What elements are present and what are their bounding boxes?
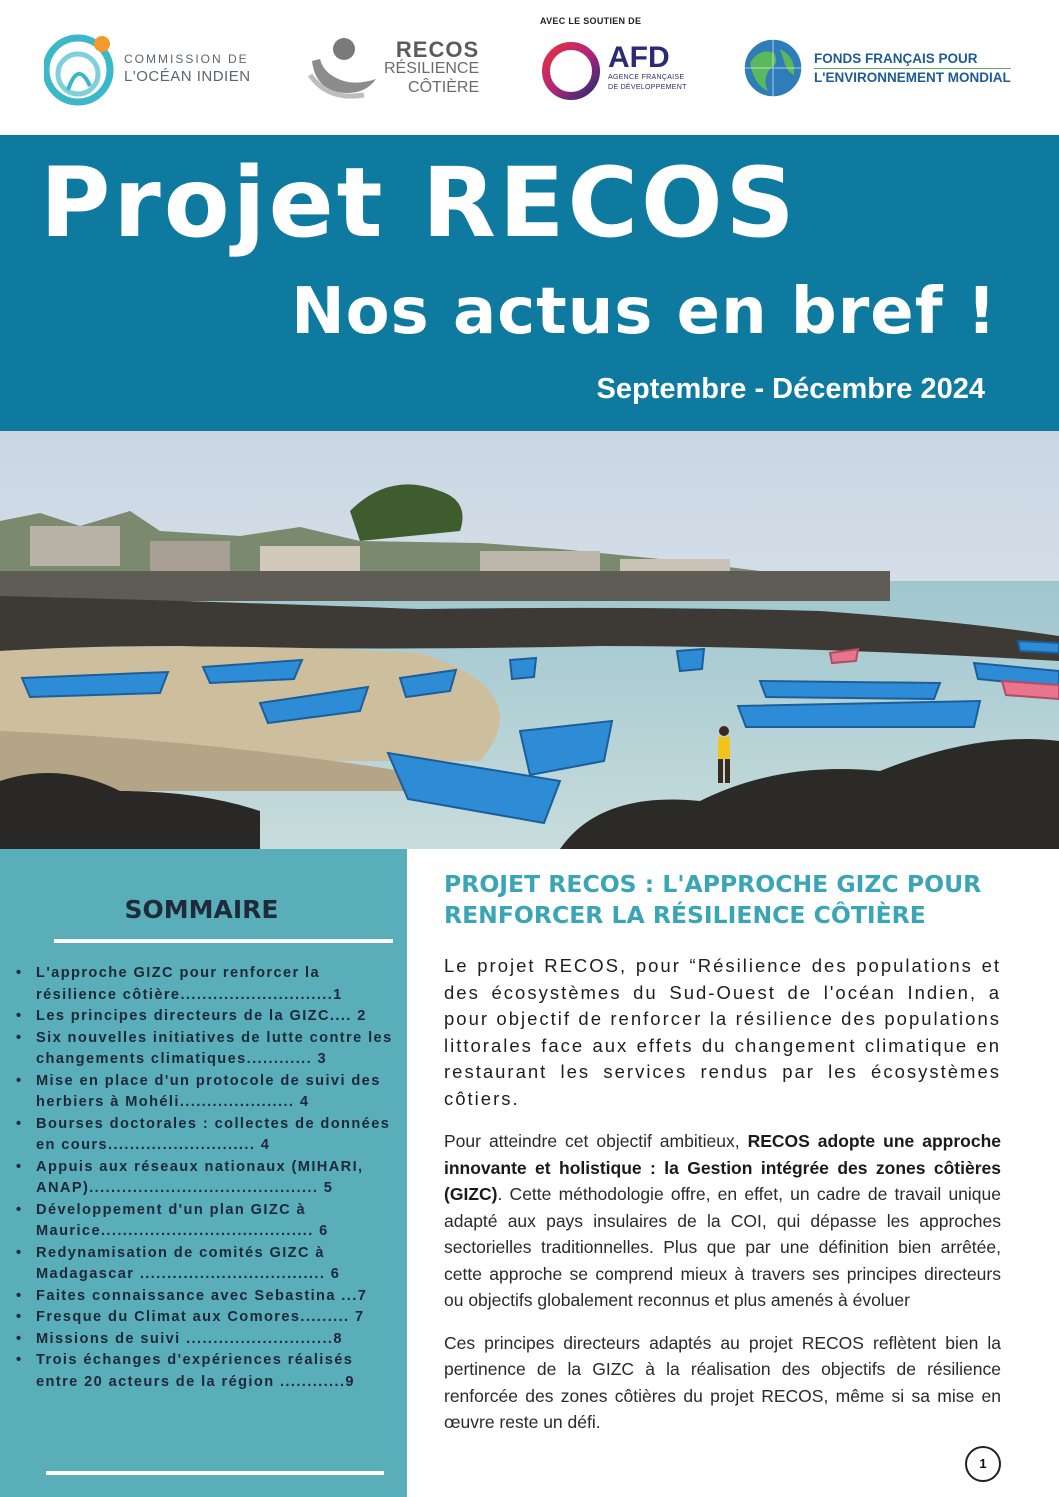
article-paragraph-3: Ces principes directeurs adaptés au projet RECOS reflètent bien la pertinence de la GIZC à la réalisation des objectifs de résilience renforcée des zones côtières du projet RECOS, même si sa mise en œuvre reste un défi. [444,1332,1001,1432]
sommaire-item[interactable] [14,1243,398,1286]
sommaire-item[interactable] [14,1307,398,1329]
afd-name: AFD [608,41,670,74]
recos-tagline-1: RÉSILIENCE [384,59,480,77]
sommaire-list [14,963,398,1393]
coi-emblem-icon [44,30,116,106]
coastal-boats-photo [0,431,1059,849]
coi-logo [44,18,251,118]
afd-ring-icon [538,35,604,101]
sommaire-item-label: Bourses doctorales : collectes de données en cours........................... 4 [36,1115,391,1153]
afd-logo [538,18,687,118]
recos-emblem-icon [308,35,378,101]
paragraph-2-start: Pour atteindre cet objectif ambitieux, [444,1131,748,1151]
bullet-icon: • [16,1352,23,1368]
sommaire-title: SOMMAIRE [124,895,279,924]
sommaire-item[interactable] [14,1006,398,1028]
sommaire-item-label: Faites connaissance avec Sebastina ...7 [36,1287,368,1304]
paragraph-2-end: . Cette méthodologie offre, en effet, un cadre de travail unique adapté aux pays insulaires de la COI, qui dépasse les approches sectorielles traditionnelles. Plus que par une définition bien arrêtée, cette approche se comprend mieux à travers ses principes directeurs ou objectifs globalement reconnus et plus amenés à évoluer [444,1184,1001,1310]
period-label: Septembre - Décembre 2024 [596,373,985,405]
sommaire-item-label: Mise en place d'un protocole de suivi des herbiers à Mohéli..................... 4 [36,1072,381,1110]
bullet-icon: • [16,1244,23,1261]
bullet-icon: • [16,1008,23,1024]
sommaire-item[interactable] [14,1071,398,1114]
sommaire-item-label: Fresque du Climat aux Comores......... 7 [36,1309,365,1325]
bullet-icon: • [16,1029,23,1046]
bullet-icon: • [16,1072,23,1089]
ffem-globe-icon [740,35,806,101]
bullet-icon: • [16,1309,23,1325]
ffem-line2: L'ENVIRONNEMENT MONDIAL [814,69,1011,85]
article-lead-paragraph: Le projet RECOS, pour “Résilience des populations et des écosystèmes du Sud-Ouest de l'océan Indien, a pour objectif de renforcer la résilience des populations littorales face aux effets du changement climatique en restaurant les services rendus par les écosystèmes côtiers. [444,955,1001,1109]
sommaire-item-label: Les principes directeurs de la GIZC.... 2 [36,1008,367,1024]
bullet-icon: • [16,1201,23,1218]
page-title: Projet RECOS [40,147,798,259]
sommaire-item[interactable] [14,1028,398,1071]
sommaire-item[interactable] [14,1286,398,1308]
afd-support-label: AVEC LE SOUTIEN DE [540,16,642,26]
bullet-icon: • [16,1330,23,1347]
ffem-logo [740,18,1011,118]
bullet-icon: • [16,1287,23,1304]
recos-logo [308,18,479,118]
coi-name-line1: COMMISSION DE [124,52,249,66]
recos-tagline-2: CÔTIÈRE [408,78,480,96]
sommaire-item-label: Trois échanges d'expériences réalisés entre 20 acteurs de la région ............9 [36,1352,355,1390]
afd-line2: DE DÉVELOPPEMENT [608,84,687,91]
sommaire-item[interactable] [14,1200,398,1243]
coi-name-line2: L'OCÉAN INDIEN [124,68,251,85]
bullet-icon: • [16,1158,23,1175]
ffem-line1: FONDS FRANÇAIS POUR [814,50,978,66]
title-band [0,135,1059,431]
sommaire-item-label: Missions de suivi ...........................8 [36,1330,343,1347]
recos-name: RECOS [395,36,480,62]
afd-line1: AGENCE FRANÇAISE [608,74,685,81]
sommaire-item-label: L'approche GIZC pour renforcer la résilience côtière............................1 [36,965,343,1003]
article-title: PROJET RECOS : L'APPROCHE GIZC POUR RENFORCER LA RÉSILIENCE CÔTIÈRE [444,870,982,929]
sommaire-item[interactable] [14,1350,398,1393]
bullet-icon: • [16,965,23,981]
sommaire-bottom-divider [46,1471,384,1475]
page-subtitle: Nos actus en bref ! [291,275,997,349]
sommaire-item-label: Redynamisation de comités GIZC à Madagascar .................................. 6 [36,1244,341,1282]
paragraph-2-emphasis: RECOS adopte une approche innovante et holistique : la Gestion intégrée des zones côtières (GIZC) [444,1131,1001,1204]
page-number: 1 [965,1446,1001,1482]
sommaire-item-label: Six nouvelles initiatives de lutte contre les changements climatiques............ 3 [36,1029,393,1067]
sommaire-item-label: Appuis aux réseaux nationaux (MIHARI, ANAP).......................................... 5 [36,1158,364,1196]
sommaire-item[interactable] [14,1114,398,1157]
sommaire-panel [0,849,407,1497]
sommaire-item[interactable] [14,963,398,1006]
article-paragraph-2 [444,1128,1001,1314]
logo-header [0,0,1059,135]
sommaire-item-label: Développement d'un plan GIZC à Maurice....................................... 6 [36,1201,329,1239]
sommaire-divider [54,939,393,943]
bullet-icon: • [16,1115,23,1132]
sommaire-item[interactable] [14,1329,398,1351]
main-article [444,849,1001,1436]
sommaire-item[interactable] [14,1157,398,1200]
